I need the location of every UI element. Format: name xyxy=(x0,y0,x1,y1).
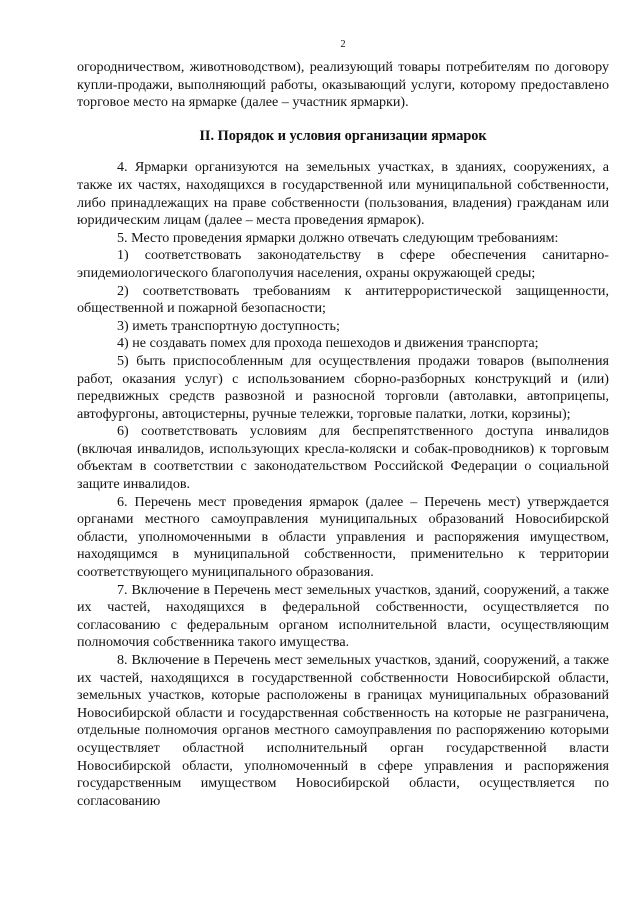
list-item-3: 3) иметь транспортную доступность; xyxy=(117,317,340,334)
paragraph-7: 7. Включение в Перечень мест земельных участков, зданий, сооружений, а также их частей, находящихся в федеральной собственности, осуществляется по согласованию с федеральным органом исполнительной власти, осуществляющим полномочия собственника такого имущества. xyxy=(77,581,609,651)
list-item-5: 5) быть приспособленным для осуществления продажи товаров (выполнения работ, оказания услуг) с использованием сборно-разборных конструкций и (или) передвижных средств развозной и разносной торговли (автолавки, автоприцепы, автофургоны, автоцистерны, ручные тележки, торговые палатки, лотки, корзины); xyxy=(77,352,609,422)
paragraph-4: 4. Ярмарки организуются на земельных участках, в зданиях, сооружениях, а также их частях, находящихся в государственной или муниципальной собственности, либо принадлежащих на праве собственности (пользования, владения) гражданам или юридическим лицам (далее – места проведения ярмарок). xyxy=(77,159,609,229)
document-body xyxy=(77,59,609,810)
list-item-4: 4) не создавать помех для прохода пешеходов и движения транспорта; xyxy=(117,335,539,352)
list-item-1: 1) соответствовать законодательству в сфере обеспечения санитарно-эпидемиологического благополучия населения, охраны окружающей среды; xyxy=(77,247,609,281)
section-heading: II. Порядок и условия организации ярмарок xyxy=(199,127,487,144)
page-number: 2 xyxy=(340,39,346,50)
paragraph-continuation: огородничеством, животноводством), реализующий товары потребителям по договору купли-продажи, выполняющий работы, оказывающий услуги, которому предоставлено торговое место на ярмарке (далее – участник ярмарки). xyxy=(77,59,609,111)
list-item-2: 2) соответствовать требованиям к антитеррористической защищенности, общественной и пожарной безопасности; xyxy=(77,282,609,317)
paragraph-6: 6. Перечень мест проведения ярмарок (далее – Перечень мест) утверждается органами местного самоуправления муниципальных образований Новосибирской области, уполномоченными в области управления и распоряжения имуществом, находящимся в муниципальной собственности, применительно к территории соответствующего муниципального образования. xyxy=(77,493,609,581)
list-item-6: 6) соответствовать условиям для беспрепятственного доступа инвалидов (включая инвалидов, использующих кресла-коляски и собак-проводников) к торговым объектам в соответствии с законодательством Российской Федерации о социальной защите инвалидов. xyxy=(77,423,609,493)
paragraph-8: 8. Включение в Перечень мест земельных участков, зданий, сооружений, а также их частей, находящихся в государственной собственности Новосибирской области, земельных участков, которые расположены в границах муниципальных образований Новосибирской области и государственная собственность на которые не разграничена, отдельные полномочия органов местного самоуправления по распоряжению которыми осуществляет областной исполнительный орган государственной власти Новосибирской области, уполномоченный в сфере управления и распоряжения государственным имуществом Новосибирской области, осуществляется по согласованию xyxy=(77,652,609,809)
paragraph-5: 5. Место проведения ярмарки должно отвечать следующим требованиям: xyxy=(117,229,559,246)
